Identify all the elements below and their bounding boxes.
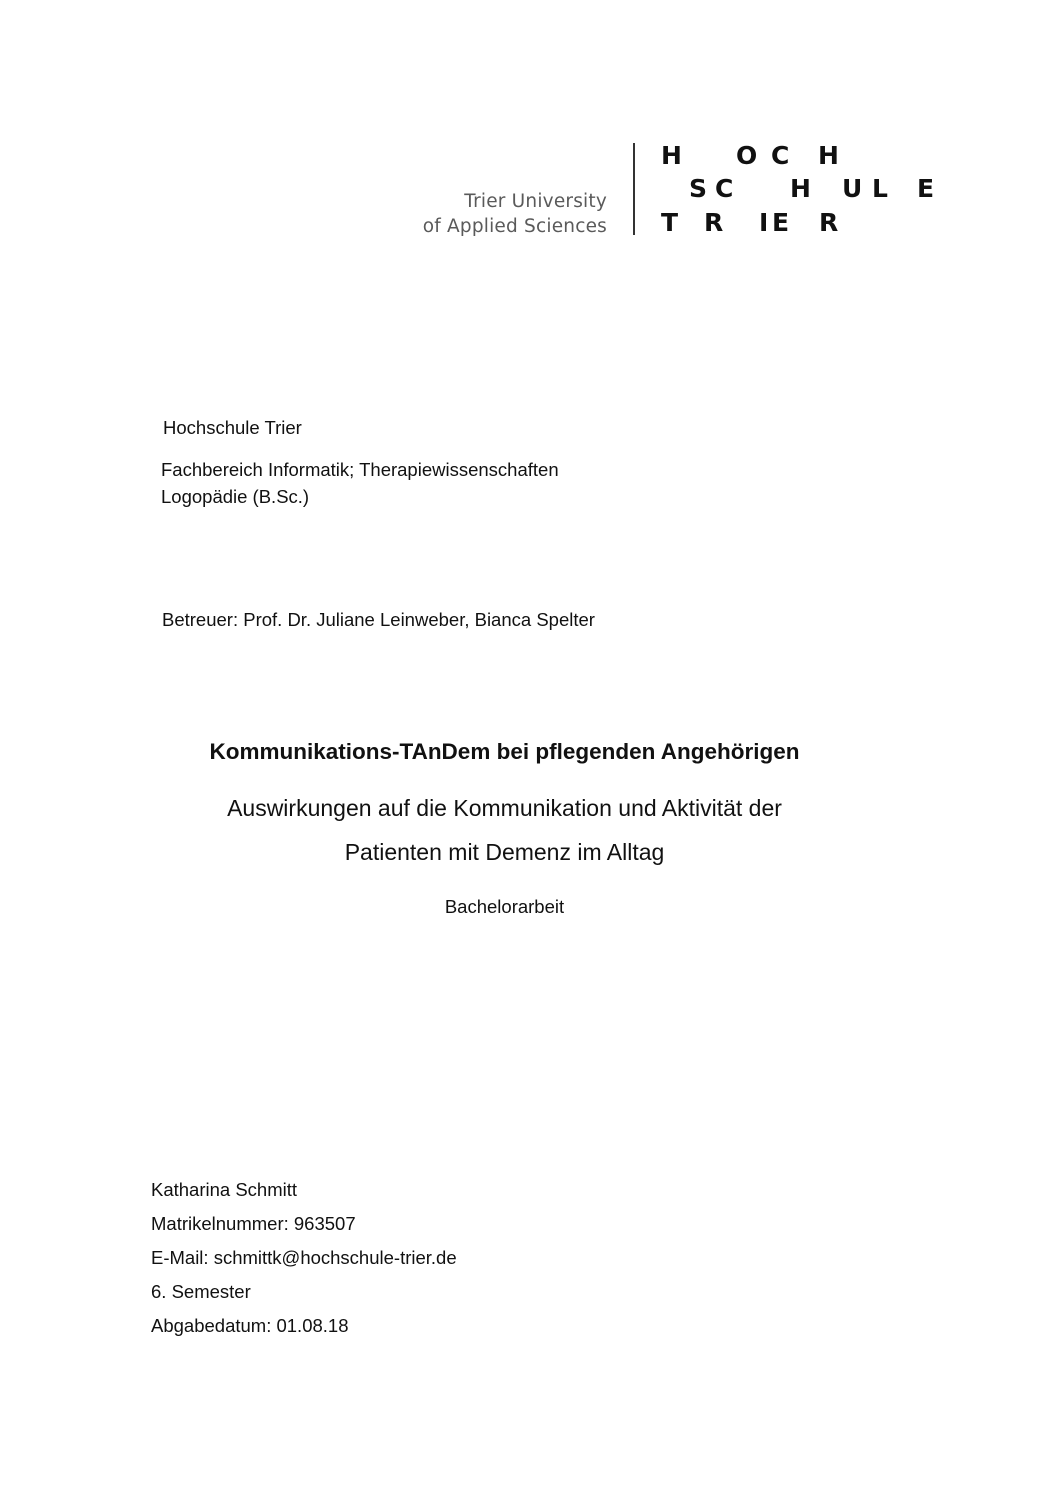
matriculation-number: Matrikelnummer: 963507 <box>151 1213 356 1234</box>
logo-letter: H <box>661 141 682 170</box>
logo-letter: H <box>790 174 811 203</box>
author-email: E-Mail: schmittk@hochschule-trier.de <box>151 1247 457 1268</box>
thesis-type: Bachelorarbeit <box>444 896 565 917</box>
logo-letter: T <box>661 208 679 237</box>
logo-letter: S <box>689 174 708 203</box>
semester: 6. Semester <box>151 1281 251 1302</box>
logo-letter: L <box>872 174 888 203</box>
logo-letter: E <box>772 208 790 237</box>
logo-letter: E <box>917 174 935 203</box>
thesis-subtitle-line2: Patienten mit Demenz im Alltag <box>344 839 665 865</box>
logo-letter: O <box>736 141 758 170</box>
logo-subtitle-line1: Trier University <box>464 191 607 212</box>
supervisors: Betreuer: Prof. Dr. Juliane Leinweber, Bianca Spelter <box>162 609 595 630</box>
institution-name: Hochschule Trier <box>163 417 302 438</box>
logo-subtitle-line2: of Applied Sciences <box>422 216 607 237</box>
logo-letter: R <box>704 208 724 237</box>
logo-letter: U <box>842 174 863 203</box>
logo-letter: I <box>759 208 769 237</box>
department: Fachbereich Informatik; Therapiewissenschaften <box>161 459 559 480</box>
university-logo <box>0 0 1059 260</box>
author-name: Katharina Schmitt <box>151 1179 298 1200</box>
logo-letter: R <box>819 208 839 237</box>
logo-letter: C <box>715 174 734 203</box>
submission-date: Abgabedatum: 01.08.18 <box>151 1315 349 1336</box>
logo-letter: H <box>818 141 839 170</box>
logo-letter: C <box>771 141 790 170</box>
logo-divider <box>633 143 635 235</box>
study-program: Logopädie (B.Sc.) <box>161 486 310 507</box>
thesis-subtitle-line1: Auswirkungen auf die Kommunikation und Aktivität der <box>227 795 782 821</box>
logo-subtitle <box>423 189 607 239</box>
thesis-title: Kommunikations-TAnDem bei pflegenden Angehörigen <box>209 739 800 764</box>
